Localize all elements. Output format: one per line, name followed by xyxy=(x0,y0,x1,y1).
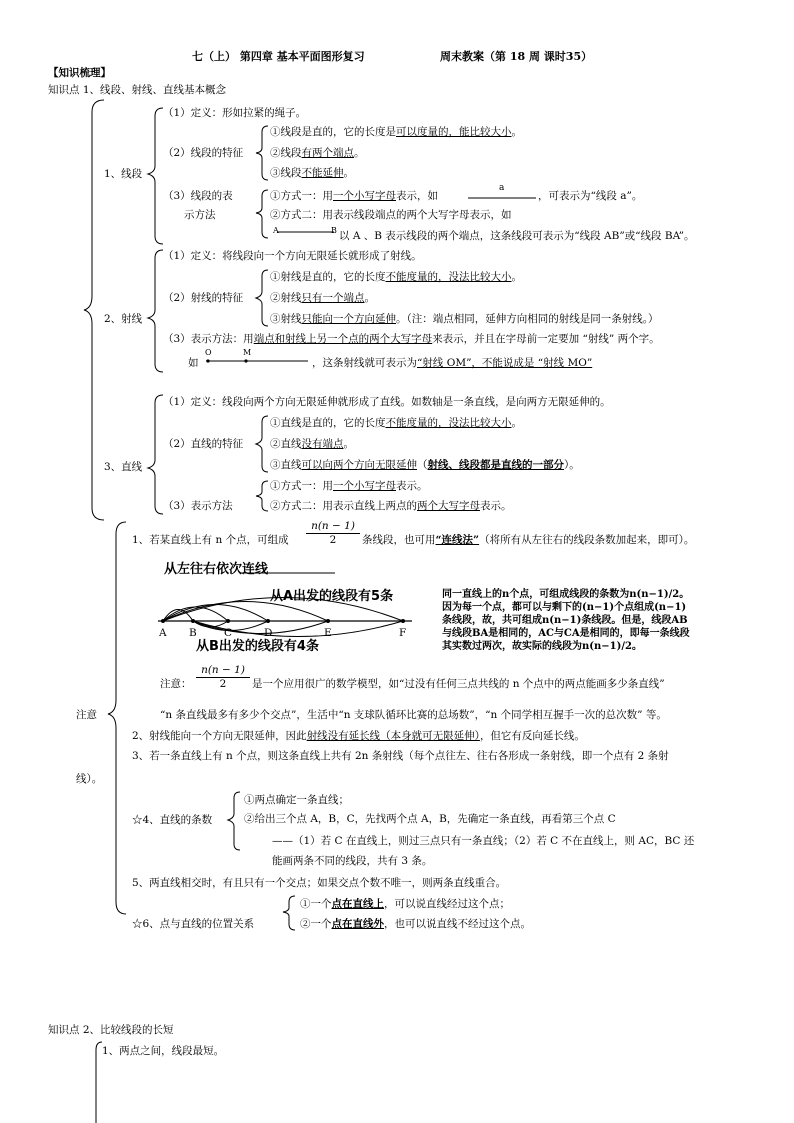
brace-line xyxy=(148,395,163,514)
ray-example-prefix: 如 xyxy=(188,357,199,369)
ray-def: （1）定义：将线段向一个方向无限延长就形成了射线。 xyxy=(163,250,422,262)
line-method-2: ②方式二：用表示直线上两点的两个大写字母表示。 xyxy=(270,500,512,512)
diagram-from-b: 从B出发的线段有4条 xyxy=(196,639,319,654)
note-a: 注意： xyxy=(160,678,192,690)
note-4-label: ☆4、直线的条数 xyxy=(132,814,213,826)
segment-letter-a: A xyxy=(273,226,279,235)
diagram-label-c: C xyxy=(224,627,233,639)
arc-ae xyxy=(163,602,328,622)
diagram-explain-3: 条线段，故，共可组成n(n−1)条线段。但是，线段AB xyxy=(442,615,688,626)
diagram-title: 从左往右依次连线 xyxy=(164,562,269,577)
point-d xyxy=(266,619,270,623)
diagram-label-a: A xyxy=(159,627,167,639)
point-f xyxy=(401,619,405,623)
fraction-2: $\frac{n(n - 1)}{2}$ xyxy=(196,664,250,691)
point-a xyxy=(161,619,165,623)
brace-line-notation xyxy=(256,481,268,511)
brace-seg-features xyxy=(256,126,268,180)
segment-method-1: ①方式一：用一个小写字母表示，如 xyxy=(270,190,438,202)
note-4-4: 能画两条不同的线段，共有 3 条。 xyxy=(272,855,433,867)
note-2: 2、射线能向一个方向无限延伸，因此射线没有延长线（本身就可无限延伸），但它有反向延长线。 xyxy=(132,730,585,742)
note-4-2: ②给出三个点 A，B，C，先找两个点 A，B，先确定一条直线，再看第三个点 C xyxy=(244,813,616,825)
point-e xyxy=(326,619,330,623)
notes-label: 注意 xyxy=(76,709,97,721)
note-1-b: 条线段，也可用“连线法”（将所有从左往右的线段条数加起来，即可）。 xyxy=(362,534,695,546)
ray-example: ，这条射线就可表示为“射线 OM”，不能说成是 “射线 MO” xyxy=(312,357,593,369)
diagram-from-a: 从A出发的线段有5条 xyxy=(270,589,394,604)
section-tag: 【知识梳理】 xyxy=(48,67,111,79)
line-features-label: （2）直线的特征 xyxy=(163,438,244,450)
point-b xyxy=(191,619,195,623)
segment-features-label: （2）线段的特征 xyxy=(163,147,244,159)
brace-line-features xyxy=(256,416,268,472)
segment-feature-2: ②线段有两个端点。 xyxy=(270,147,365,159)
segment-method-2-tail: 以 A 、B 表示线段的两个端点，这条线段可表示为“线段 AB”或“线段 BA”。 xyxy=(339,230,695,242)
brace-ray-features xyxy=(256,270,268,326)
diagram-label-d: D xyxy=(264,627,273,639)
note-1-a: 1、若某直线上有 n 个点，可组成 xyxy=(132,534,289,546)
line-feature-2: ②直线没有端点。 xyxy=(270,438,354,450)
segment-def: （1）定义：形如拉紧的绳子。 xyxy=(163,107,307,119)
segment-feature-3: ③线段不能延伸。 xyxy=(270,167,354,179)
ray-notation: （3）表示方法：用端点和射线上另一个点的两个大写字母来表示，并且在字母前一定要加 “射线” 两个字。 xyxy=(163,333,660,345)
diagram-explain-2: 因为每一个点，都可以与剩下的(n−1)个点组成(n−1) xyxy=(442,602,687,613)
ray-feature-1: ①射线是直的，它的长度不能度量的，没法比较大小。 xyxy=(270,271,522,283)
diagram-label-b: B xyxy=(189,627,197,639)
line-method-1: ①方式一：用一个小写字母表示。 xyxy=(270,480,428,492)
note-6-label: ☆6、点与直线的位置关系 xyxy=(132,918,255,930)
brace-seg-notation xyxy=(256,190,268,238)
kp2-item-1: 1、两点之间，线段最短。 xyxy=(102,1045,225,1057)
segment-label: 1、线段 xyxy=(104,168,143,180)
brace-kp1 xyxy=(84,100,104,520)
diagram-label-e: E xyxy=(324,627,332,639)
brace-notes xyxy=(108,522,126,914)
segment-method-2: ②方式二：用表示线段端点的两个大写字母表示，如 xyxy=(270,209,512,221)
note-3-a: 3、若一条直线上有 n 个点，则这条直线上共有 2n 条射线（每个点往左、往右各形成一条射线，即一个点有 2 条射 xyxy=(132,750,669,762)
diagram-explain-4: 与线段BA是相同的，AC与CA是相同的，即每一条线段 xyxy=(442,628,690,639)
arc-be xyxy=(193,621,328,634)
segment-feature-1: ①线段是直的，它的长度是可以度量的，能比较大小。 xyxy=(270,126,522,138)
note-3-b: 线）。 xyxy=(76,773,103,785)
diagram-explain-5: 其实数过两次，故实际的线段为n(n−1)/2。 xyxy=(442,641,642,652)
note-6-2: ②一个点在直线外，也可以说直线不经过这个点。 xyxy=(300,918,531,930)
note-c: “n 条直线最多有多少个交点”，生活中“n 支球队循环比赛的总场数”，“n 个同学相互握手一次的总次数” 等。 xyxy=(160,709,667,721)
note-6-1: ①一个点在直线上，可以说直线经过这个点； xyxy=(300,898,510,910)
line-feature-1: ①直线是直的，它的长度不能度量的，没法比较大小。 xyxy=(270,417,522,429)
ray-feature-3: ③射线只能向一个方向延伸。（注：端点相同，延伸方向相同的射线是同一条射线。） xyxy=(270,313,659,325)
ray-letter-m: M xyxy=(243,348,252,357)
ray-feature-2: ②射线只有一个端点。 xyxy=(270,292,375,304)
line-label: 3、直线 xyxy=(104,461,143,473)
page-title: 七（上） 第四章 基本平面图形复习 xyxy=(192,50,365,63)
segment-letter-b: B xyxy=(331,226,337,235)
kp1-heading: 知识点 1、线段、射线、直线基本概念 xyxy=(48,84,227,96)
note-b: 是一个应用很广的数学模型，如“过没有任何三点共线的 n 个点中的两点能画多少条直线” xyxy=(252,678,665,690)
diagram-label-f: F xyxy=(399,627,407,639)
line-notation-label: （3）表示方法 xyxy=(163,500,233,512)
line-feature-3: ③直线可以向两个方向无限延伸（射线、线段都是直线的一部分）。 xyxy=(270,459,580,471)
ray-label: 2、射线 xyxy=(104,313,143,325)
ray-features-label: （2）射线的特征 xyxy=(163,292,244,304)
segment-method-1-tail: ，可表示为“线段 a”。 xyxy=(538,190,643,202)
note-5: 5、两直线相交时，有且只有一个交点；如果交点个数不唯一，则两条直线重合。 xyxy=(132,877,507,889)
ray-letter-o: O xyxy=(205,348,212,357)
case-info: 周末教案（第 18 周 课时35） xyxy=(440,50,593,63)
brace-n6 xyxy=(283,896,295,930)
point-c xyxy=(226,619,230,623)
kp2-heading: 知识点 2、比较线段的长短 xyxy=(48,1024,174,1036)
note-4-3: ——（1）若 C 在直线上，则过三点只有一条直线；（2）若 C 不在直线上，则 AC，BC 还 xyxy=(272,835,695,847)
segment-notation-label-1: （3）线段的表 xyxy=(163,190,233,202)
diagram-explain-1: 同一直线上的n个点，可组成线段的条数为n(n−1)/2。 xyxy=(442,589,690,600)
brace-ray xyxy=(148,250,163,372)
fraction-1: $\frac{n(n - 1)}{2}$ xyxy=(306,520,360,547)
brace-n4 xyxy=(228,792,240,850)
note-4-1: ①两点确定一条直线； xyxy=(244,794,349,806)
brace-segment xyxy=(148,108,163,244)
segment-notation-label-2: 示方法 xyxy=(184,209,216,221)
line-def: （1）定义：线段向两个方向无限延伸就形成了直线。如数轴是一条直线，是向两方无限延伸的。 xyxy=(163,396,611,408)
segment-a-letter: a xyxy=(499,183,505,193)
